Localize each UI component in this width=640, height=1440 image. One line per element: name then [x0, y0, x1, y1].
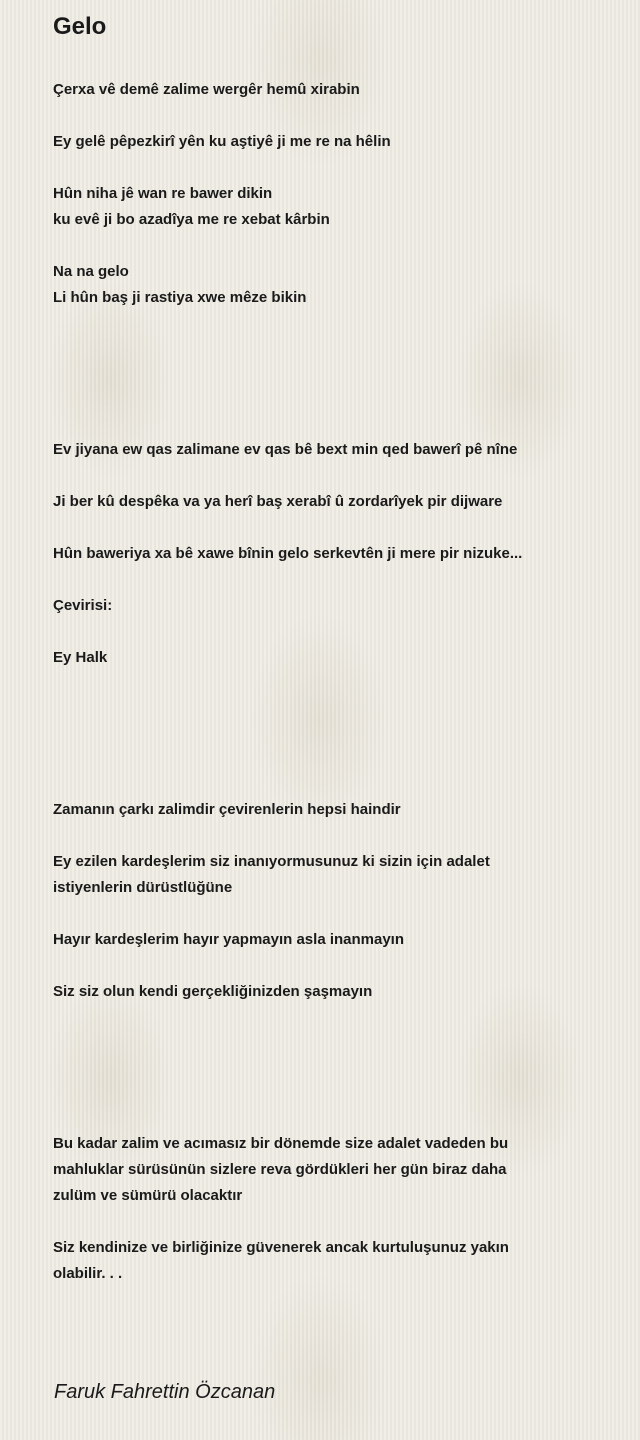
translation-heading: Çevirisi:: [53, 597, 113, 614]
poem-line-4: ku evê ji bo azadîya me re xebat kârbin: [53, 211, 330, 228]
poem-line-1: Çerxa vê demê zalime wergêr hemû xirabin: [53, 81, 360, 98]
poem-line-14: Hayır kardeşlerim hayır yapmayın asla inanmayın: [53, 931, 405, 948]
poem-line-6: Li hûn baş ji rastiya xwe mêze bikin: [53, 289, 307, 306]
poem-author: Faruk Fahrettin Özcanan: [54, 1381, 276, 1403]
poem-line-13: Ey ezilen kardeşlerim siz inanıyormusunuz ki sizin için adalet istiyenlerin dürüstlüğüne: [53, 853, 490, 896]
poem-line-2: Ey gelê pêpezkirî yên ku aştiyê ji me re na hêlin: [53, 133, 391, 150]
poem-line-5: Na na gelo: [53, 263, 129, 280]
translation-title: Ey Halk: [53, 649, 108, 666]
poem-line-3: Hûn niha jê wan re bawer dikin: [53, 185, 273, 202]
poem-line-9: Hûn baweriya xa bê xawe bînin gelo serkevtên ji mere pir nizuke...: [53, 545, 523, 562]
poem-line-16: Bu kadar zalim ve acımasız bir dönemde size adalet vadeden bu mahluklar sürüsünün sizlere reva gördükleri her gün biraz daha zulüm ve sümürü olacaktır: [53, 1135, 509, 1204]
poem-line-7: Ev jiyana ew qas zalimane ev qas bê bext min qed bawerî pê nîne: [53, 441, 518, 458]
poem-title: Gelo: [53, 13, 107, 40]
poem-line-15: Siz siz olun kendi gerçekliğinizden şaşmayın: [53, 983, 373, 1000]
poem-line-12: Zamanın çarkı zalimdir çevirenlerin hepsi haindir: [53, 801, 401, 818]
poem-line-17: Siz kendinize ve birliğinize güvenerek ancak kurtuluşunuz yakın olabilir. . .: [53, 1239, 509, 1282]
poem-line-8: Ji ber kû despêka va ya herî baş xerabî û zordarîyek pir dijware: [53, 493, 503, 510]
